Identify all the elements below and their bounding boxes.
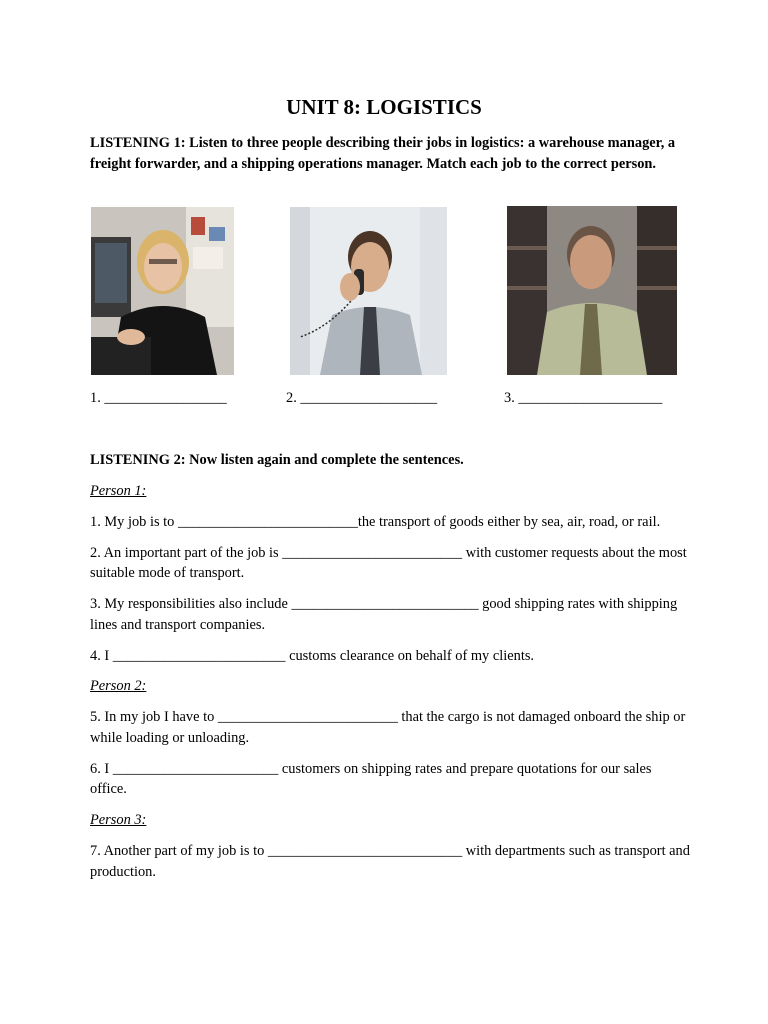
page-title: UNIT 8: LOGISTICS [286,95,482,119]
sentence-2[interactable]: 2. An important part of the job is _________________________ with customer requests about the most suitable mode of transport. [90,544,687,582]
photo-person-1 [91,207,234,375]
answer-blank-1[interactable]: 1. _________________ [90,390,227,406]
sentence-6[interactable]: 6. I _______________________ customers on shipping rates and prepare quotations for our sales office. [90,760,652,798]
sentence-5[interactable]: 5. In my job I have to _________________________ that the cargo is not damaged onboard the ship or while loading or unloading. [90,709,686,746]
answer-blank-3[interactable]: 3. ____________________ [504,390,663,406]
sentence-4[interactable]: 4. I ________________________ customs clearance on behalf of my clients. [90,647,535,664]
listening2-sentences [90,481,690,892]
person-2-label: Person 2: [90,678,147,695]
person-3-label: Person 3: [90,812,147,829]
person-1-label: Person 1: [90,483,147,499]
listening1-instruction: LISTENING 1: Listen to three people describing their jobs in logistics: a warehouse manager, a freight forwarder, and a shipping operations manager. Match each job to the correct person. [90,135,676,172]
photo-person-2 [290,207,447,375]
sentence-1[interactable]: 1. My job is to _________________________the transport of goods either by sea, air, road, or rail. [90,513,661,530]
answer-blank-2[interactable]: 2. ___________________ [286,390,438,406]
photo-person-3 [507,206,677,375]
listening2-heading: LISTENING 2: Now listen again and complete the sentences. [90,452,464,468]
sentence-3[interactable]: 3. My responsibilities also include __________________________ good shipping rates with shipping lines and transport companies. [90,596,678,633]
sentence-7[interactable]: 7. Another part of my job is to ___________________________ with departments such as transport and production. [90,843,690,880]
